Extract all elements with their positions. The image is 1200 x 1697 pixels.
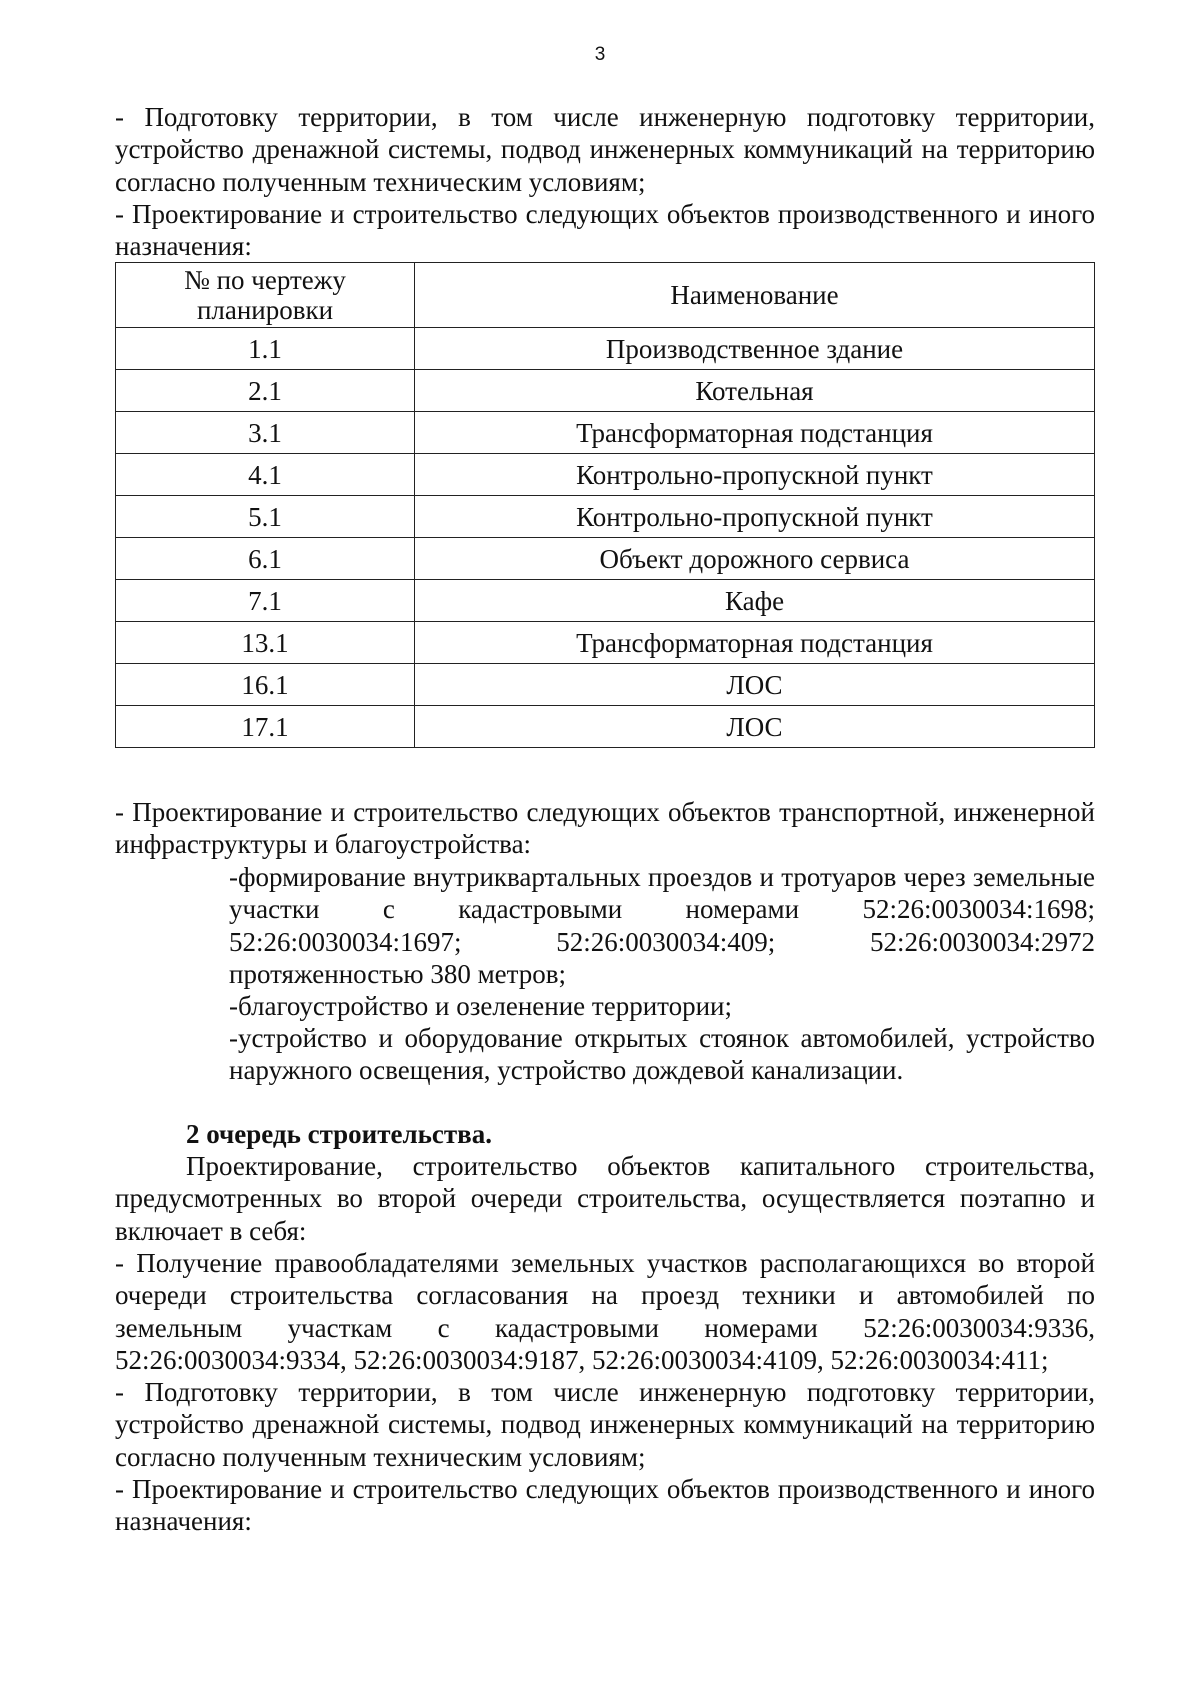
cell-name: ЛОС	[415, 664, 1095, 706]
table-row	[116, 370, 1095, 412]
table-row	[116, 412, 1095, 454]
section-heading-stage2: 2 очередь строительства.	[186, 1119, 492, 1149]
table-row	[116, 622, 1095, 664]
cell-number: 17.1	[116, 706, 415, 748]
cell-name: Контрольно-пропускной пункт	[415, 454, 1095, 496]
table-row	[116, 580, 1095, 622]
list-item-driveways: -формирование внутриквартальных проездов и тротуаров через земельные участки с кадастровыми номерами 52:26:0030034:1698; 52:26:0030034:1697; 52:26:0030034:409; 52:26:0030034:2972 протяженностью 380 метров;	[229, 862, 1095, 989]
list-item-landscaping: -благоустройство и озеленение территории;	[229, 991, 732, 1021]
paragraph-infrastructure-intro: - Проектирование и строительство следующих объектов транспортной, инженерной инфраструктуры и благоустройства:	[115, 797, 1095, 860]
cell-name: Производственное здание	[415, 328, 1095, 370]
cell-name: Трансформаторная подстанция	[415, 622, 1095, 664]
table-row	[116, 454, 1095, 496]
objects-table	[115, 262, 1095, 748]
paragraph-stage2-approvals: - Получение правообладателями земельных участков располагающихся во второй очереди строительства согласования на проезд техники и автомобилей по земельным участкам с кадастровыми номерами 52:26:0030034:9336, 52:26:0030034:9334, 52:26:0030034:9187, 52:26:0030034:4109, 52:26:0030034:411;	[115, 1248, 1095, 1375]
column-header-name: Наименование	[415, 263, 1095, 328]
paragraph-stage2-objects: - Проектирование и строительство следующих объектов производственного и иного назначения:	[115, 1474, 1095, 1537]
cell-name: Трансформаторная подстанция	[415, 412, 1095, 454]
table-row	[116, 706, 1095, 748]
cell-number: 13.1	[116, 622, 415, 664]
paragraph-territory-preparation: - Подготовку территории, в том числе инженерную подготовку территории, устройство дренажной системы, подвод инженерных коммуникаций на территорию согласно полученным техническим условиям;	[115, 102, 1095, 197]
cell-name: Кафе	[415, 580, 1095, 622]
column-header-number: № по чертежу планировки	[116, 263, 415, 328]
cell-name: Контрольно-пропускной пункт	[415, 496, 1095, 538]
paragraph-objects-design: - Проектирование и строительство следующих объектов производственного и иного назначения:	[115, 199, 1095, 262]
cell-number: 3.1	[116, 412, 415, 454]
cell-number: 5.1	[116, 496, 415, 538]
table-row	[116, 496, 1095, 538]
cell-number: 7.1	[116, 580, 415, 622]
table-header-row	[116, 263, 1095, 328]
cell-number: 2.1	[116, 370, 415, 412]
cell-number: 1.1	[116, 328, 415, 370]
page-number: 3	[594, 44, 606, 65]
paragraph-stage2-intro: Проектирование, строительство объектов капитального строительства, предусмотренных во второй очереди строительства, осуществляется поэтапно и включает в себя:	[115, 1151, 1095, 1246]
table-row	[116, 328, 1095, 370]
table-row	[116, 538, 1095, 580]
cell-number: 6.1	[116, 538, 415, 580]
cell-name: ЛОС	[415, 706, 1095, 748]
paragraph-stage2-territory: - Подготовку территории, в том числе инженерную подготовку территории, устройство дренажной системы, подвод инженерных коммуникаций на территорию согласно полученным техническим условиям;	[115, 1377, 1095, 1472]
table-row	[116, 664, 1095, 706]
cell-number: 4.1	[116, 454, 415, 496]
cell-name: Котельная	[415, 370, 1095, 412]
cell-name: Объект дорожного сервиса	[415, 538, 1095, 580]
list-item-parking: -устройство и оборудование открытых стоянок автомобилей, устройство наружного освещения, устройство дождевой канализации.	[229, 1023, 1095, 1086]
cell-number: 16.1	[116, 664, 415, 706]
